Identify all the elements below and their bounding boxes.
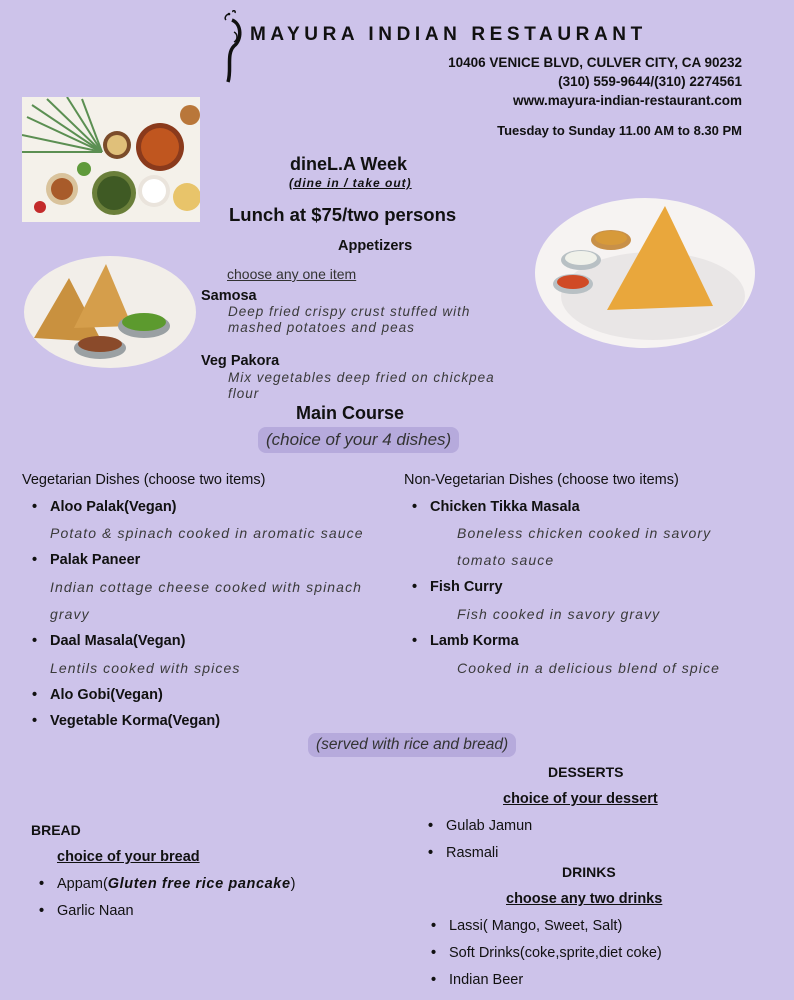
veg-item-vegetable-korma: • Vegetable Korma(Vegan): [50, 713, 220, 729]
appetizer-samosa-desc-2: mashed potatoes and peas: [228, 320, 415, 335]
appetizer-pakora-desc-2: flour: [228, 386, 260, 401]
nonveg-item-lamb-korma-desc: Cooked in a delicious blend of spice: [457, 660, 720, 676]
drink-indian-beer: • Indian Beer: [449, 972, 523, 988]
bread-instruction: choice of your bread: [57, 849, 200, 865]
appetizer-samosa-desc-1: Deep fried crispy crust stuffed with: [228, 304, 471, 319]
peacock-logo-icon: [220, 10, 246, 84]
veg-item-daal-masala-desc: Lentils cooked with spices: [50, 660, 241, 676]
appetizer-pakora-name: Veg Pakora: [201, 353, 280, 369]
dosa-image: [535, 198, 755, 348]
appetizers-instruction: choose any one item: [227, 266, 357, 282]
website: www.mayura-indian-restaurant.com: [512, 93, 742, 108]
drink-soft-drinks: • Soft Drinks(coke,sprite,diet coke): [449, 945, 662, 961]
restaurant-name: MAYURA INDIAN RESTAURANT: [250, 24, 647, 45]
lunch-offer: Lunch at $75/two persons: [229, 204, 457, 225]
veg-item-aloo-palak-desc: Potato & spinach cooked in aromatic sauce: [50, 525, 364, 541]
drinks-instruction: choose any two drinks: [506, 891, 663, 907]
samosa-image: [24, 256, 196, 368]
appetizer-samosa-name: Samosa: [201, 288, 257, 304]
dessert-rasmali: • Rasmali: [446, 845, 498, 861]
drinks-heading: DRINKS: [562, 864, 616, 880]
veg-item-daal-masala: • Daal Masala(Vegan): [50, 633, 185, 649]
dessert-gulab-jamun: • Gulab Jamun: [446, 818, 532, 834]
veg-item-aloo-palak: • Aloo Palak(Vegan): [50, 499, 177, 515]
event-title: dineL.A Week: [290, 154, 408, 174]
vegetarian-heading: Vegetarian Dishes (choose two items): [22, 472, 266, 488]
nonveg-heading: Non-Vegetarian Dishes (choose two items): [404, 472, 679, 488]
desserts-instruction: choice of your dessert: [503, 791, 658, 807]
nonveg-item-fish-curry-desc: Fish cooked in savory gravy: [457, 606, 661, 622]
hours: Tuesday to Sunday 11.00 AM to 8.30 PM: [497, 123, 742, 138]
veg-item-alo-gobi: • Alo Gobi(Vegan): [50, 687, 163, 703]
appetizers-heading: Appetizers: [338, 238, 413, 254]
event-subtitle: (dine in / take out): [289, 176, 412, 190]
bread-appam: [57, 876, 295, 892]
veg-item-palak-paneer-desc: Indian cottage cheese cooked with spinach: [50, 579, 363, 595]
bread-heading: BREAD: [31, 822, 81, 838]
main-course-note: (choice of your 4 dishes): [258, 427, 459, 453]
nonveg-item-lamb-korma: • Lamb Korma: [430, 633, 519, 649]
bread-appam-close: ): [290, 876, 296, 892]
desserts-heading: DESSERTS: [548, 764, 624, 780]
nonveg-item-fish-curry: • Fish Curry: [430, 579, 503, 595]
bread-appam-note: Gluten free rice pancake: [107, 876, 291, 892]
veg-item-palak-paneer: • Palak Paneer: [50, 552, 140, 568]
bread-garlic-naan: • Garlic Naan: [57, 903, 134, 919]
nonveg-item-chicken-tikka-desc: Boneless chicken cooked in savory: [457, 525, 712, 541]
main-course-heading: Main Course: [296, 403, 405, 423]
nonveg-item-chicken-tikka-desc-2: tomato sauce: [457, 552, 555, 568]
address: 10406 VENICE BLVD, CULVER CITY, CA 90232: [448, 55, 742, 70]
appetizer-pakora-desc-1: Mix vegetables deep fried on chickpea: [228, 370, 495, 385]
indian-food-spread-image: [22, 97, 200, 222]
veg-item-palak-paneer-desc-2: gravy: [50, 606, 90, 622]
drink-lassi: • Lassi( Mango, Sweet, Salt): [449, 918, 622, 934]
phone: (310) 559-9644/(310) 2274561: [558, 74, 742, 89]
served-note: (served with rice and bread): [308, 733, 516, 757]
nonveg-item-chicken-tikka: • Chicken Tikka Masala: [430, 499, 580, 515]
bread-appam-name: Appam(: [57, 876, 108, 892]
